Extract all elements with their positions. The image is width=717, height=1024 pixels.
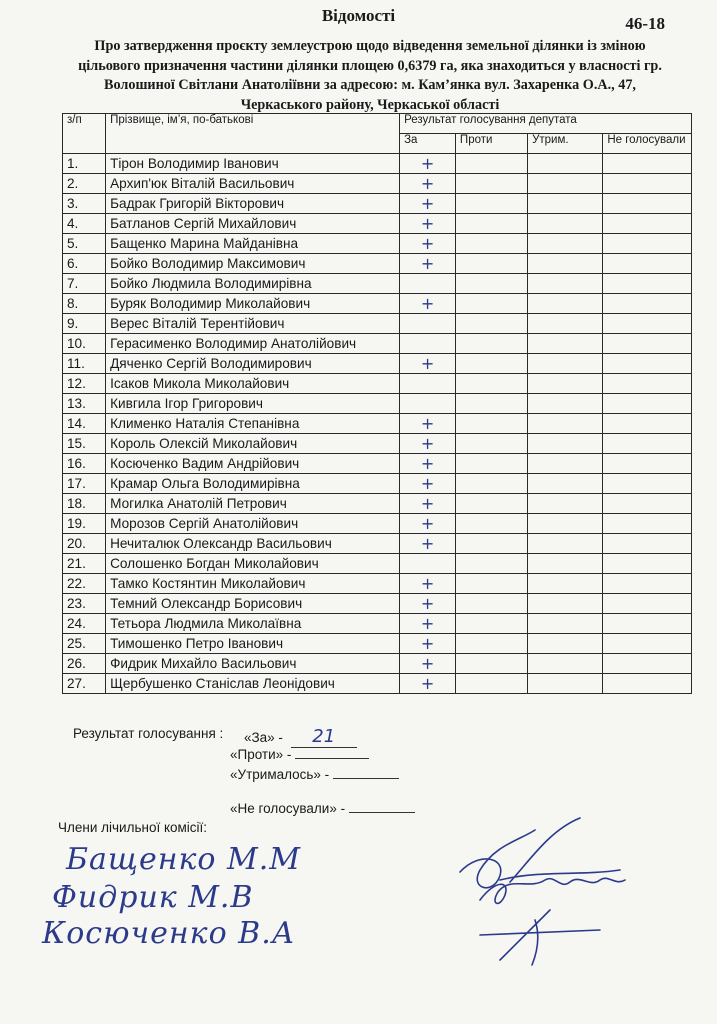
row-vote-za: +: [400, 434, 456, 454]
row-vote-utrym: [528, 394, 603, 414]
row-number: 3.: [63, 194, 106, 214]
row-vote-za: +: [400, 354, 456, 374]
row-number: 16.: [63, 454, 106, 474]
row-vote-utrym: [528, 374, 603, 394]
table-row: [63, 454, 692, 474]
table-row: [63, 214, 692, 234]
row-number: 19.: [63, 514, 106, 534]
col-header-utrym: Утрим.: [528, 134, 603, 154]
row-number: 25.: [63, 634, 106, 654]
row-number: 21.: [63, 554, 106, 574]
row-vote-utrym: [528, 334, 603, 354]
row-vote-ne: [603, 654, 692, 674]
row-vote-ne: [603, 254, 692, 274]
row-vote-proty: [455, 654, 527, 674]
row-number: 6.: [63, 254, 106, 274]
row-vote-za: +: [400, 174, 456, 194]
row-vote-ne: [603, 534, 692, 554]
row-name: Тетьора Людмила Миколаївна: [106, 614, 400, 634]
row-vote-utrym: [528, 594, 603, 614]
row-vote-ne: [603, 314, 692, 334]
table-row: [63, 514, 692, 534]
row-vote-utrym: [528, 314, 603, 334]
table-row: [63, 274, 692, 294]
row-number: 20.: [63, 534, 106, 554]
row-vote-proty: [455, 374, 527, 394]
table-row: [63, 154, 692, 174]
table-row: [63, 174, 692, 194]
row-vote-za: +: [400, 534, 456, 554]
row-vote-proty: [455, 614, 527, 634]
table-row: [63, 254, 692, 274]
row-name: Архип'юк Віталій Васильович: [106, 174, 400, 194]
row-vote-utrym: [528, 574, 603, 594]
row-name: Косюченко Вадим Андрійович: [106, 454, 400, 474]
row-vote-za: +: [400, 214, 456, 234]
row-vote-utrym: [528, 554, 603, 574]
row-vote-utrym: [528, 274, 603, 294]
row-name: Могилка Анатолій Петрович: [106, 494, 400, 514]
row-vote-utrym: [528, 474, 603, 494]
row-name: Морозов Сергій Анатолійович: [106, 514, 400, 534]
row-vote-proty: [455, 454, 527, 474]
row-number: 15.: [63, 434, 106, 454]
row-vote-za: [400, 374, 456, 394]
row-vote-proty: [455, 174, 527, 194]
row-vote-proty: [455, 274, 527, 294]
row-number: 12.: [63, 374, 106, 394]
row-vote-ne: [603, 154, 692, 174]
row-vote-za: +: [400, 634, 456, 654]
commission-member-1: Бащенко М.М: [66, 842, 301, 877]
result-za-value: 21: [312, 726, 336, 747]
commission-label: Члени лічильної комісії:: [58, 820, 208, 835]
row-name: Тимошенко Петро Іванович: [106, 634, 400, 654]
row-vote-ne: [603, 614, 692, 634]
col-header-name: Прізвище, ім’я, по-батькові: [106, 114, 400, 154]
row-number: 10.: [63, 334, 106, 354]
row-number: 23.: [63, 594, 106, 614]
row-vote-proty: [455, 434, 527, 454]
row-name: Темний Олександр Борисович: [106, 594, 400, 614]
row-vote-ne: [603, 554, 692, 574]
row-vote-proty: [455, 234, 527, 254]
row-vote-utrym: [528, 494, 603, 514]
row-vote-proty: [455, 574, 527, 594]
row-vote-proty: [455, 354, 527, 374]
row-vote-proty: [455, 394, 527, 414]
signature-3: [480, 910, 600, 965]
row-vote-za: +: [400, 154, 456, 174]
row-name: Тамко Костянтин Миколайович: [106, 574, 400, 594]
row-vote-za: [400, 314, 456, 334]
col-header-proty: Проти: [455, 134, 527, 154]
row-name: Герасименко Володимир Анатолійович: [106, 334, 400, 354]
row-vote-utrym: [528, 154, 603, 174]
row-name: Буряк Володимир Миколайович: [106, 294, 400, 314]
row-number: 2.: [63, 174, 106, 194]
row-vote-utrym: [528, 254, 603, 274]
row-vote-ne: [603, 234, 692, 254]
row-vote-ne: [603, 574, 692, 594]
row-name: Ісаков Микола Миколайович: [106, 374, 400, 394]
row-vote-ne: [603, 454, 692, 474]
commission-member-3: Косюченко В.А: [42, 916, 296, 951]
row-vote-za: +: [400, 254, 456, 274]
table-row: [63, 634, 692, 654]
row-vote-za: +: [400, 594, 456, 614]
table-row: [63, 594, 692, 614]
row-number: 11.: [63, 354, 106, 374]
row-vote-proty: [455, 674, 527, 694]
document-subject: Про затвердження проєкту землеустрою щодо відведення земельної ділянки із зміною цільового призначення частини ділянки площею 0,6379 га, яка знаходиться у власності гр. Волошиної Світлани Анатоліївни за адресою: м. Кам’янка вул. Захаренка О.А., 47, Черкаського району, Черкаської області: [78, 38, 662, 113]
row-vote-ne: [603, 194, 692, 214]
row-vote-proty: [455, 314, 527, 334]
row-vote-ne: [603, 474, 692, 494]
row-vote-za: +: [400, 574, 456, 594]
row-name: Фидрик Михайло Васильович: [106, 654, 400, 674]
row-name: Солошенко Богдан Миколайович: [106, 554, 400, 574]
row-name: Кивгила Ігор Григорович: [106, 394, 400, 414]
row-vote-proty: [455, 294, 527, 314]
row-vote-utrym: [528, 654, 603, 674]
row-vote-ne: [603, 274, 692, 294]
table-row: [63, 414, 692, 434]
row-name: Тірон Володимир Іванович: [106, 154, 400, 174]
table-row: [63, 614, 692, 634]
result-ne-line: [230, 800, 415, 816]
table-row: [63, 654, 692, 674]
row-vote-proty: [455, 514, 527, 534]
row-vote-ne: [603, 494, 692, 514]
row-vote-proty: [455, 494, 527, 514]
row-vote-za: [400, 274, 456, 294]
row-vote-za: +: [400, 494, 456, 514]
row-vote-ne: [603, 634, 692, 654]
table-row: [63, 194, 692, 214]
result-utrym-line: [230, 766, 399, 782]
col-header-ne: Не голосували: [603, 134, 692, 154]
row-vote-utrym: [528, 234, 603, 254]
row-vote-proty: [455, 154, 527, 174]
table-row: [63, 334, 692, 354]
row-name: Верес Віталій Терентійович: [106, 314, 400, 334]
row-vote-za: [400, 394, 456, 414]
row-number: 24.: [63, 614, 106, 634]
table-row: [63, 474, 692, 494]
row-name: Бадрак Григорій Вікторович: [106, 194, 400, 214]
row-name: Король Олексій Миколайович: [106, 434, 400, 454]
row-vote-proty: [455, 254, 527, 274]
row-vote-ne: [603, 594, 692, 614]
row-number: 9.: [63, 314, 106, 334]
document-number: 46-18: [625, 14, 665, 33]
row-vote-za: +: [400, 234, 456, 254]
row-vote-utrym: [528, 194, 603, 214]
result-za-line: [244, 726, 357, 748]
row-number: 4.: [63, 214, 106, 234]
row-name: Бащенко Марина Майданівна: [106, 234, 400, 254]
row-vote-ne: [603, 214, 692, 234]
row-vote-proty: [455, 634, 527, 654]
table-row: [63, 394, 692, 414]
row-vote-ne: [603, 394, 692, 414]
table-row: [63, 374, 692, 394]
col-header-result: Результат голосування депутата: [400, 114, 692, 134]
row-vote-utrym: [528, 674, 603, 694]
row-vote-za: +: [400, 294, 456, 314]
row-number: 1.: [63, 154, 106, 174]
row-vote-ne: [603, 294, 692, 314]
row-vote-ne: [603, 174, 692, 194]
result-za-label: «За» -: [244, 730, 283, 745]
row-vote-za: [400, 334, 456, 354]
col-header-za: За: [400, 134, 456, 154]
table-row: [63, 434, 692, 454]
row-vote-proty: [455, 594, 527, 614]
row-number: 14.: [63, 414, 106, 434]
table-row: [63, 314, 692, 334]
row-vote-utrym: [528, 454, 603, 474]
result-ne-label: «Не голосували» -: [230, 801, 346, 816]
signature-1: [460, 818, 620, 888]
row-vote-proty: [455, 534, 527, 554]
row-name: Батланов Сергій Михайлович: [106, 214, 400, 234]
signature-2: [480, 878, 625, 903]
table-row: [63, 354, 692, 374]
commission-member-2: Фидрик М.В: [52, 880, 254, 915]
row-vote-za: +: [400, 194, 456, 214]
row-name: Дяченко Сергій Володимирович: [106, 354, 400, 374]
row-vote-za: +: [400, 454, 456, 474]
row-vote-utrym: [528, 634, 603, 654]
row-name: Щербушенко Станіслав Леонідович: [106, 674, 400, 694]
row-name: Нечиталюк Олександр Васильович: [106, 534, 400, 554]
row-vote-utrym: [528, 294, 603, 314]
row-vote-ne: [603, 674, 692, 694]
row-vote-utrym: [528, 354, 603, 374]
document-title: Відомості: [321, 6, 396, 25]
row-number: 13.: [63, 394, 106, 414]
row-vote-za: +: [400, 414, 456, 434]
row-name: Крамар Ольга Володимирівна: [106, 474, 400, 494]
row-vote-proty: [455, 214, 527, 234]
table-row: [63, 494, 692, 514]
row-number: 22.: [63, 574, 106, 594]
row-number: 18.: [63, 494, 106, 514]
table-row: [63, 294, 692, 314]
row-vote-utrym: [528, 434, 603, 454]
result-proty-label: «Проти» -: [230, 747, 292, 762]
row-number: 5.: [63, 234, 106, 254]
row-name: Бойко Людмила Володимирівна: [106, 274, 400, 294]
voting-table: [62, 113, 692, 694]
result-label: Результат голосування :: [73, 726, 224, 741]
row-vote-za: +: [400, 614, 456, 634]
row-vote-proty: [455, 194, 527, 214]
row-vote-utrym: [528, 514, 603, 534]
row-vote-ne: [603, 414, 692, 434]
row-number: 7.: [63, 274, 106, 294]
table-row: [63, 674, 692, 694]
row-vote-za: +: [400, 474, 456, 494]
row-number: 8.: [63, 294, 106, 314]
row-name: Бойко Володимир Максимович: [106, 254, 400, 274]
row-vote-ne: [603, 374, 692, 394]
row-number: 27.: [63, 674, 106, 694]
row-vote-za: [400, 554, 456, 574]
table-row: [63, 554, 692, 574]
row-vote-proty: [455, 474, 527, 494]
row-vote-ne: [603, 354, 692, 374]
row-vote-za: +: [400, 654, 456, 674]
row-vote-utrym: [528, 214, 603, 234]
row-vote-utrym: [528, 414, 603, 434]
result-utrym-label: «Утрималось» -: [230, 767, 330, 782]
row-vote-ne: [603, 334, 692, 354]
row-vote-ne: [603, 514, 692, 534]
row-name: Клименко Наталія Степанівна: [106, 414, 400, 434]
row-number: 17.: [63, 474, 106, 494]
row-number: 26.: [63, 654, 106, 674]
row-vote-proty: [455, 414, 527, 434]
result-proty-line: [230, 746, 369, 762]
row-vote-utrym: [528, 534, 603, 554]
table-row: [63, 234, 692, 254]
row-vote-proty: [455, 554, 527, 574]
col-header-num: з/п: [63, 114, 106, 154]
row-vote-utrym: [528, 174, 603, 194]
commission-signatures: [440, 810, 660, 970]
row-vote-proty: [455, 334, 527, 354]
row-vote-za: +: [400, 514, 456, 534]
table-row: [63, 574, 692, 594]
row-vote-za: +: [400, 674, 456, 694]
row-vote-ne: [603, 434, 692, 454]
table-row: [63, 534, 692, 554]
row-vote-utrym: [528, 614, 603, 634]
